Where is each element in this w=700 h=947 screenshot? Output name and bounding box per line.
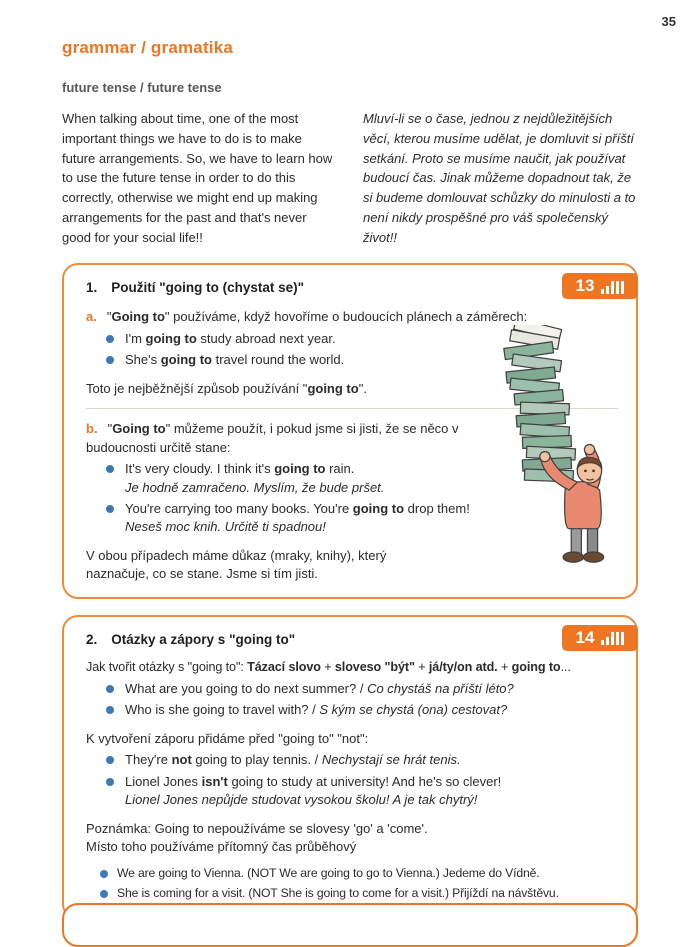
man-carrying-books-illustration [484,325,626,565]
page-subtitle: future tense / future tense [62,80,222,95]
example-sentence: They're not going to play tennis. / Nechystají se hrát tenis. [125,752,461,768]
audio-bars-icon [601,630,624,645]
example-czech: Neseš moc knih. Určitě ti spadnou! [125,519,326,535]
example-sentence: Who is she going to travel with? / S kým se chystá (ona) cestovat? [125,702,508,718]
audio-bars-icon [601,279,624,294]
negative-rule-text: K vytvoření záporu přidáme před "going to" "not": [86,730,369,746]
rule-a-text: "Going to" používáme, když hovoříme o budoucích plánech a záměrech: [106,309,528,325]
page-number: 35 [661,14,676,29]
rule-b [86,420,486,457]
bullet-icon [106,706,114,714]
section-2-number: 2. [86,631,98,647]
example-item [106,500,506,537]
question-formula: Jak tvořit otázky s "going to": Tázací slovo + sloveso "být" + já/ty/on atd. + going to... [86,660,571,674]
bullet-icon [100,890,108,898]
example-english: You're carrying too many books. You're going to drop them! [125,501,470,517]
rule-a-label: a. [86,309,97,325]
bullet-icon [106,685,114,693]
section-2-title: Otázky a zápory s "going to" [111,631,296,647]
bullet-icon [106,335,114,343]
example-sentence: She's going to travel round the world. [125,352,345,368]
example-sentence: What are you going to do next summer? / Co chystáš na příští léto? [125,680,514,696]
page-title: grammar / gramatika [62,38,234,57]
bullet-icon [106,778,114,786]
intro-english-text: When talking about time, one of the most important things we have to do is to make future arrangements. So, we have to learn how to use the future tense in order to do this correctly, otherwise we might end up making arrangements for the past and that's never good for your social life!! [62,111,333,245]
intro-paragraphs [62,109,638,247]
bullet-icon [106,505,114,513]
example-item [106,773,618,810]
example-sentence: She is coming for a visit. (NOT She is going to come for a visit.) Přijíždí na návštěvu. [117,885,559,900]
note-b-text: V obou případech máme důkaz (mraky, knihy), který naznačuje, co se stane. Jsme si tím jisti. [86,547,387,582]
usage-note-line1: Poznámka: Going to nepoužíváme se slovesy 'go' a 'come'. [86,820,428,836]
example-sentence: I'm going to study abroad next year. [125,330,336,346]
example-english: Lionel Jones isn't going to study at university! And he's so clever! [125,773,502,789]
example-pair [125,773,501,810]
example-czech: Lionel Jones nepůjde studovat vysokou školu! A je tak chytrý! [125,792,478,808]
section-2-questions-negatives-box [62,615,638,920]
bullet-icon [106,465,114,473]
next-section-box-edge [62,903,638,947]
rule-b-text: "Going to" můžeme použít, i pokud jsme si jisti, že se něco v budoucnosti určitě stane: [86,421,459,455]
bullet-icon [106,756,114,764]
example-pair [125,460,384,497]
section-1-heading [86,278,618,297]
section-1-going-to-usage-box [62,263,638,599]
example-item [106,701,618,719]
section-2-heading [86,630,618,649]
bullet-icon [100,870,108,878]
example-item [100,865,618,882]
section-1-number: 1. [86,280,98,296]
audio-track-badge [562,273,638,299]
usage-note-line2: Místo toho používáme přítomný čas průběhový [86,839,357,855]
example-czech: Je hodně zamračeno. Myslím, že bude pršet. [125,479,385,495]
audio-track-number: 14 [575,627,595,647]
intro-czech-text: Mluví-li se o čase, jednou z nejdůležitějších věcí, kterou musíme udělat, je domluvit si příští setkání. Proto se musíme naučit, jak používat budoucí čas. Jinak můžeme dopadnout tak, že si budeme domlouvat schůzky do minulosti a to není nikdy prospěšné pro váš společenský život!! [363,111,636,245]
section-1-title: Použití "going to (chystat se)" [111,280,305,296]
example-sentence: We are going to Vienna. (NOT We are going to go to Vienna.) Jedeme do Vídně. [117,865,540,880]
example-item [100,885,618,902]
rule-b-label: b. [86,421,98,437]
example-item [106,680,618,698]
rule-a [86,308,618,326]
audio-track-badge [562,625,638,651]
example-english: It's very cloudy. I think it's going to rain. [125,461,355,477]
example-item [106,460,506,497]
example-pair [125,500,470,537]
note-a-text: Toto je nejběžnější způsob používání "going to". [86,380,367,396]
bullet-icon [106,356,114,364]
example-item [106,751,618,769]
audio-track-number: 13 [575,276,595,296]
